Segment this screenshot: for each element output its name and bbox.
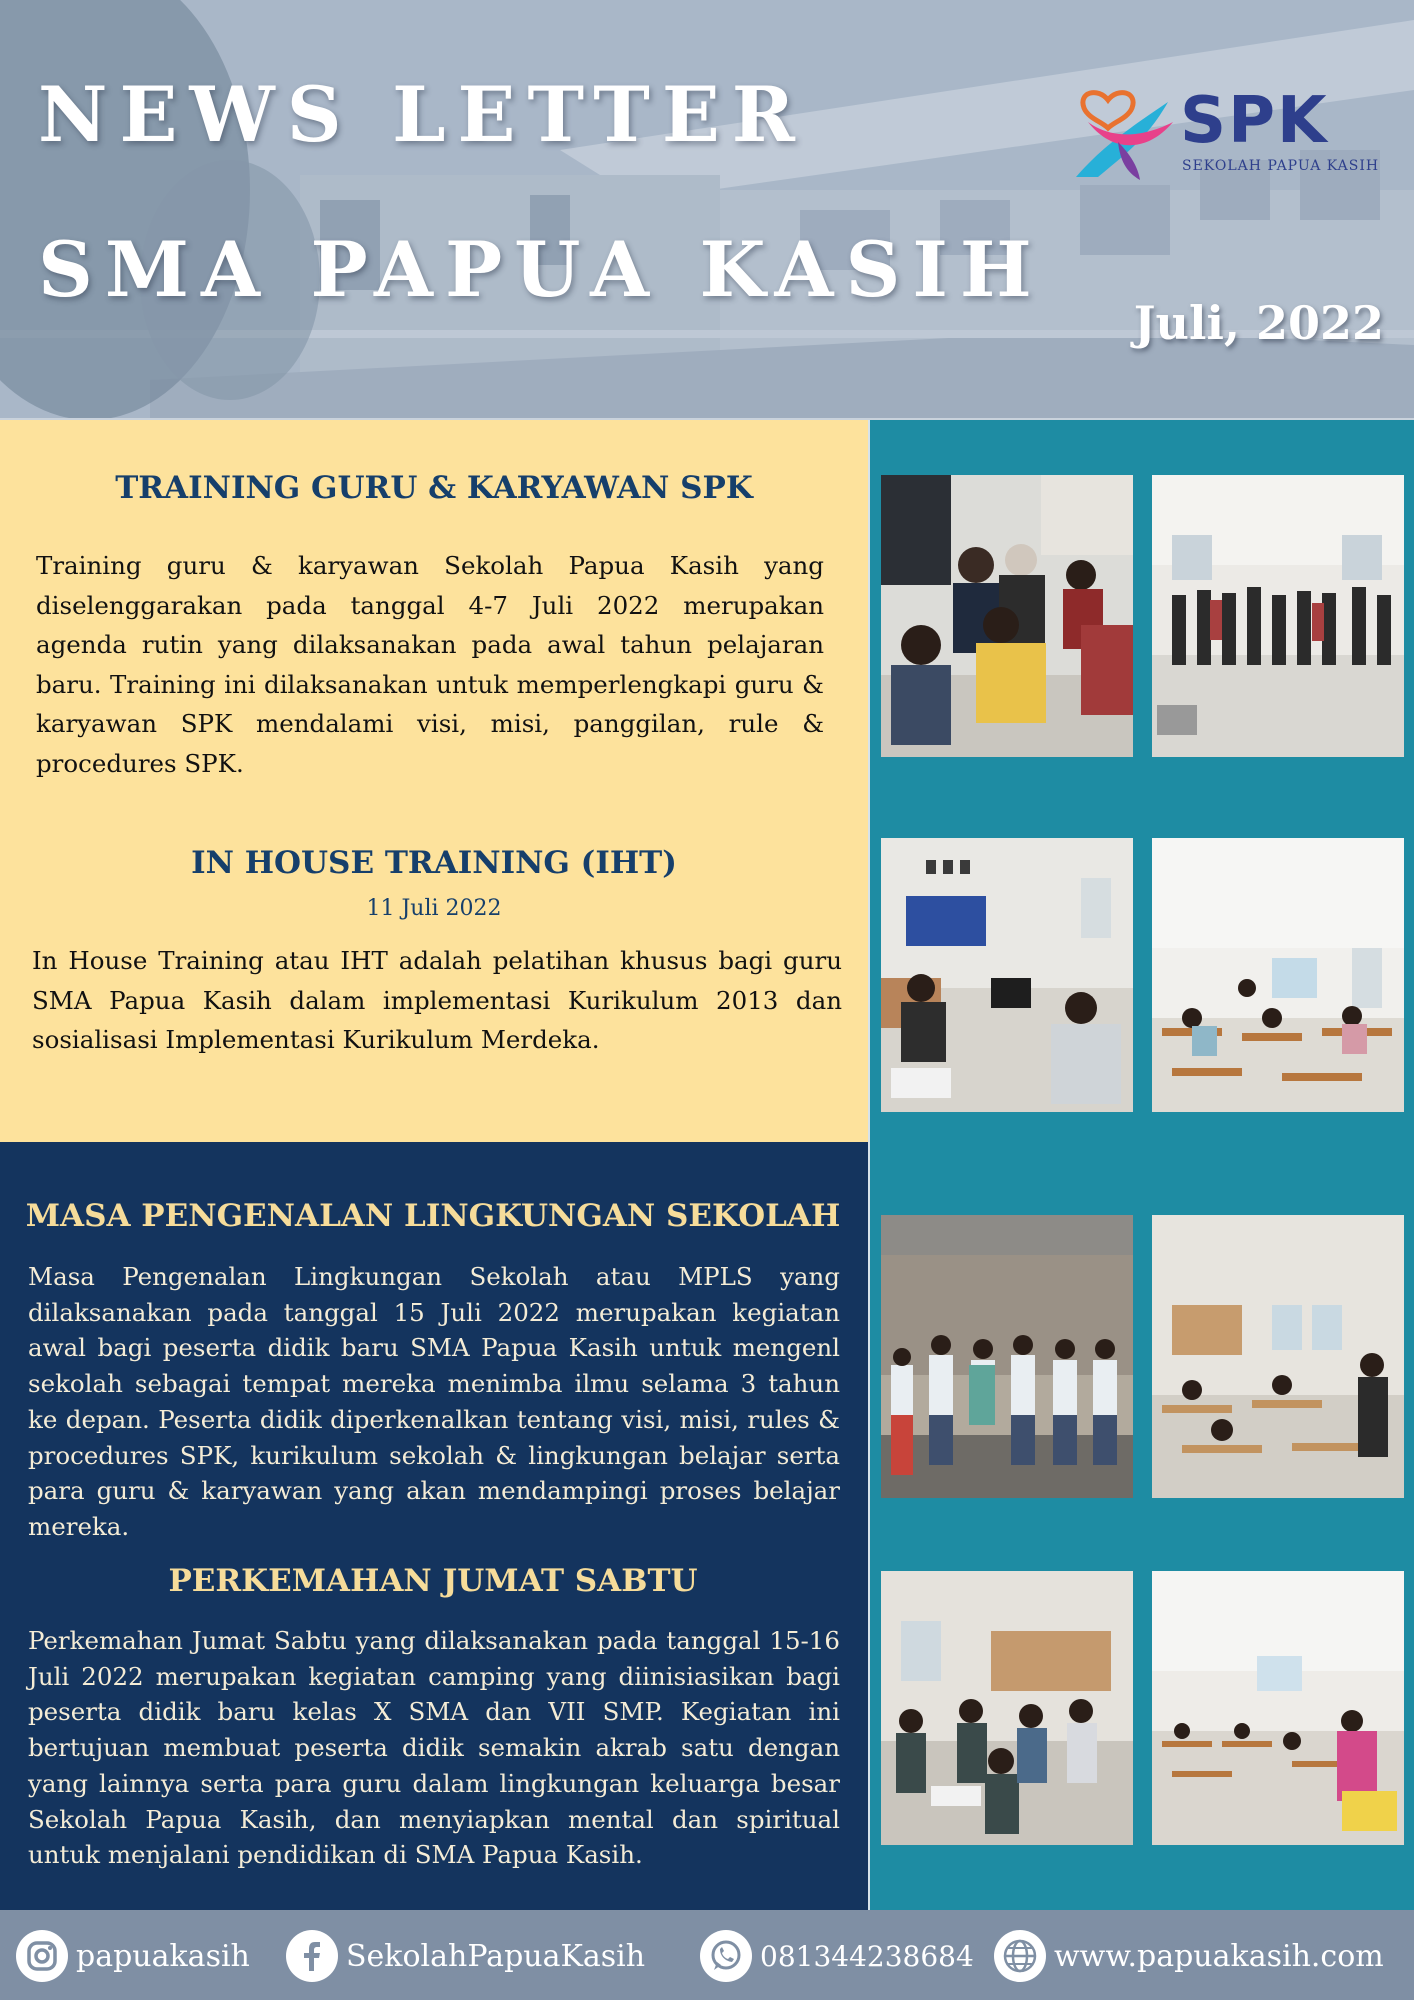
photo-training-hall	[1152, 475, 1404, 757]
section-body-iht: In House Training atau IHT adalah pelatihan khusus bagi guru SMA Papua Kasih dalam implementasi Kurikulum 2013 dan sosialisasi Implementasi Kurikulum Merdeka.	[32, 946, 842, 1054]
globe-icon	[994, 1930, 1046, 1982]
whatsapp-link[interactable]	[700, 1928, 974, 1984]
section-title-training-guru: TRAINING GURU & KARYAWAN SPK	[115, 470, 753, 506]
school-name-title: SMA PAPUA KASIH	[38, 225, 1044, 314]
section-title-mpls: MASA PENGENALAN LINGKUNGAN SEKOLAH	[25, 1198, 841, 1234]
spk-logo	[1068, 82, 1388, 182]
section-title-perkemahan: PERKEMAHAN JUMAT SABTU	[168, 1563, 698, 1599]
photo-perkemahan-classroom	[1152, 1571, 1404, 1845]
spk-logo-subtitle: SEKOLAH PAPUA KASIH	[1182, 158, 1380, 174]
facebook-link[interactable]	[286, 1928, 645, 1984]
header-overlay	[0, 0, 1414, 418]
photo-iht-classroom	[1152, 838, 1404, 1112]
facebook-page: SekolahPapuaKasih	[346, 1938, 646, 1974]
spk-logo-mark-icon	[1068, 82, 1178, 182]
newsletter-header	[0, 0, 1414, 418]
instagram-link[interactable]	[16, 1928, 250, 1984]
spk-logo-text: SPK	[1180, 84, 1329, 158]
whatsapp-number: 081344238684	[760, 1939, 974, 1973]
section-body-training-guru: Training guru & karyawan Sekolah Papua Kasih yang diselenggarakan pada tanggal 4-7 Juli 2022 merupakan agenda rutin yang dilaksanakan pada awal tahun pelajaran baru. Training ini dilaksanakan untuk memperlengkapi guru & karyawan SPK mendalami visi, misi, panggilan, rule & procedures SPK.	[36, 551, 824, 778]
contact-footer	[0, 1910, 1414, 2000]
facebook-icon	[286, 1930, 338, 1982]
photo-iht-presentation	[881, 838, 1133, 1112]
section-body-mpls: Masa Pengenalan Lingkungan Sekolah atau MPLS yang dilaksanakan pada tanggal 15 Juli 2022 merupakan kegiatan awal bagi peserta didik baru SMA Papua Kasih untuk mengenl sekolah sebagai tempat mereka menimba ilmu selama 3 tahun ke depan. Peserta didik diperkenalkan tentang visi, misi, rules & procedures SPK, kurikulum sekolah & lingkungan belajar serta para guru & karyawan yang akan mendampingi proses belajar mereka.	[28, 1262, 840, 1541]
section-title-iht: IN HOUSE TRAINING (IHT)	[191, 845, 677, 881]
photo-mpls-students-standing	[881, 1215, 1133, 1498]
whatsapp-icon	[700, 1930, 752, 1982]
photo-training-discussion	[881, 475, 1133, 757]
website-url: www.papuakasih.com	[1054, 1938, 1384, 1974]
section-date-iht: 11 Juli 2022	[366, 896, 502, 921]
issue-date: Juli, 2022	[1133, 296, 1384, 350]
photo-mpls-classroom	[1152, 1215, 1404, 1498]
instagram-handle: papuakasih	[76, 1938, 250, 1974]
newsletter-title: NEWS LETTER	[38, 70, 807, 159]
instagram-icon	[16, 1930, 68, 1982]
website-link[interactable]	[994, 1928, 1384, 1984]
section-body-perkemahan: Perkemahan Jumat Sabtu yang dilaksanakan pada tanggal 15-16 Juli 2022 merupakan kegiatan camping yang diinisiasikan bagi peserta didik baru kelas X SMA dan VII SMP. Kegiatan ini bertujuan membuat peserta didik semakin akrab satu dengan yang lainnya serta para guru dalam lingkungan keluarga besar Sekolah Papua Kasih, dan menyiapkan mental dan spiritual untuk menjalani pendidikan di SMA Papua Kasih.	[28, 1626, 840, 1870]
photo-perkemahan-group	[881, 1571, 1133, 1845]
